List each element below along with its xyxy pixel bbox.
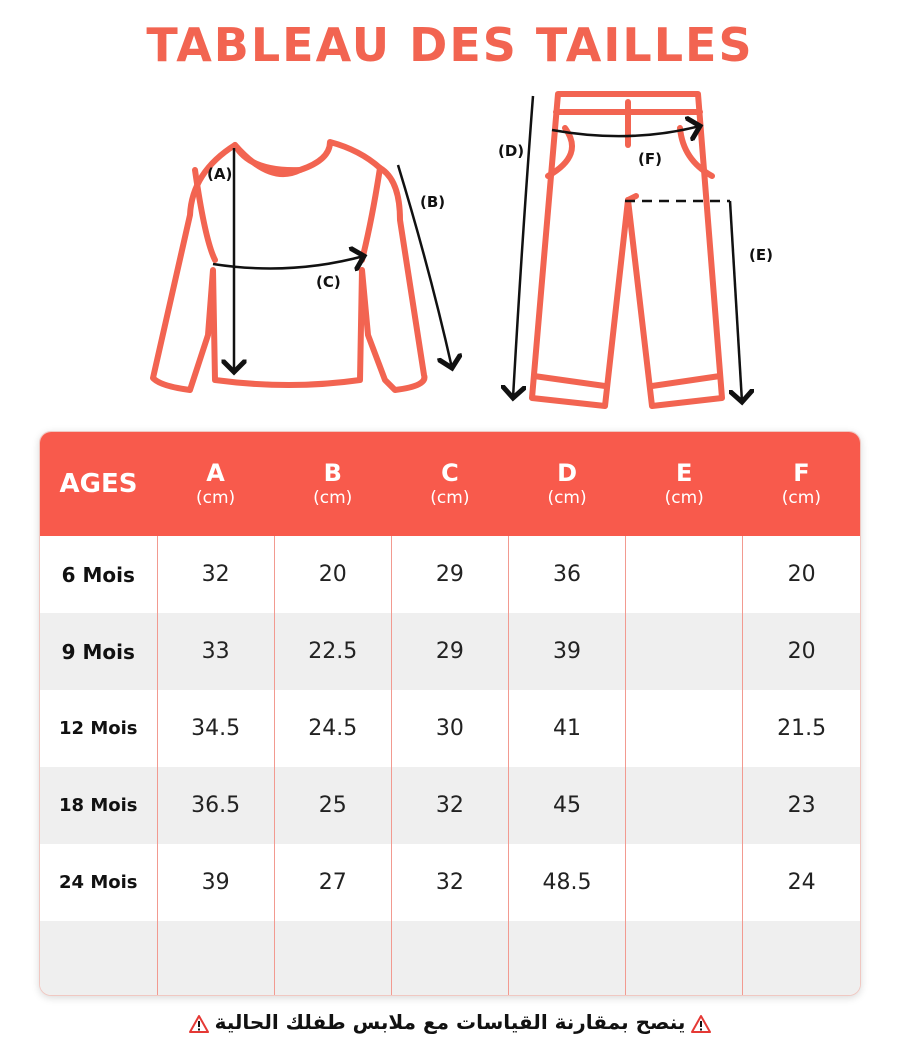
value-cell [626,767,743,844]
advice-note [0,1010,900,1034]
header-col-c [391,432,508,536]
value-cell: 32 [391,844,508,921]
size-table-card [39,431,861,996]
warning-icon [189,1014,209,1034]
header-unit: (cm) [430,488,470,508]
age-cell: 9 Mois [40,613,157,690]
empty-cell [626,921,743,996]
header-letter: B [323,459,342,487]
value-cell: 45 [508,767,625,844]
empty-cell [391,921,508,996]
table-row [40,767,860,844]
value-cell: 27 [274,844,391,921]
table-header-row [40,432,860,536]
pants-label-f: (F) [638,150,662,168]
shirt-label-b: (B) [420,193,446,211]
header-ages: AGES [59,469,138,499]
header-letter: D [557,459,577,487]
header-col-a [157,432,274,536]
shirt-label-a: (A) [207,165,233,183]
value-cell [626,844,743,921]
shirt-label-c: (C) [316,273,341,291]
value-cell: 29 [391,613,508,690]
age-cell: 12 Mois [40,690,157,767]
age-cell: 24 Mois [40,844,157,921]
table-row-empty [40,921,860,996]
value-cell: 20 [274,536,391,613]
advice-note-text: ينصح بمقارنة القياسات مع ملابس طفلك الحالية [214,1010,686,1034]
pants-illustration [532,94,722,406]
value-cell: 32 [391,767,508,844]
pants-label-e: (E) [749,246,773,264]
table-row [40,613,860,690]
empty-cell [508,921,625,996]
page-title: TABLEAU DES TAILLES [146,18,754,72]
header-unit: (cm) [781,488,821,508]
value-cell: 20 [787,562,816,587]
header-unit: (cm) [547,488,587,508]
header-unit: (cm) [195,488,236,508]
value-cell: 22.5 [274,613,391,690]
header-letter: E [676,459,693,487]
value-cell: 25 [274,767,391,844]
value-cell: 29 [391,536,508,613]
value-cell: 39 [157,844,274,921]
age-cell: 6 Mois [40,536,157,613]
header-col-d [508,432,625,536]
value-cell: 33 [157,613,274,690]
value-cell [626,690,743,767]
value-cell: 41 [508,690,625,767]
value-cell: 24.5 [274,690,391,767]
table-row [40,844,860,921]
shirt-illustration [153,142,424,390]
value-cell: 32 [157,536,274,613]
value-cell: 24 [787,870,816,895]
header-unit: (cm) [313,488,353,508]
value-cell: 36.5 [157,767,274,844]
table-row [40,690,860,767]
age-cell: 18 Mois [40,767,157,844]
header-letter: A [206,459,225,487]
table-row [40,536,860,613]
value-cell [626,536,743,613]
value-cell: 21.5 [777,716,827,741]
value-cell [626,613,743,690]
size-table [40,432,860,996]
header-col-e [626,432,743,536]
warning-icon [691,1014,711,1034]
header-letter: C [441,459,459,487]
garment-diagram [0,80,900,420]
value-cell: 20 [787,639,816,664]
empty-cell [40,921,157,996]
header-unit: (cm) [664,488,704,508]
value-cell: 34.5 [157,690,274,767]
value-cell: 23 [787,793,816,818]
header-col-f [743,432,860,536]
pants-label-d: (D) [498,142,525,160]
value-cell: 30 [391,690,508,767]
header-letter: F [793,459,810,487]
empty-cell [274,921,391,996]
empty-cell [743,921,860,996]
value-cell: 48.5 [508,844,625,921]
header-col-b [274,432,391,536]
empty-cell [157,921,274,996]
value-cell: 39 [508,613,625,690]
value-cell: 36 [508,536,625,613]
